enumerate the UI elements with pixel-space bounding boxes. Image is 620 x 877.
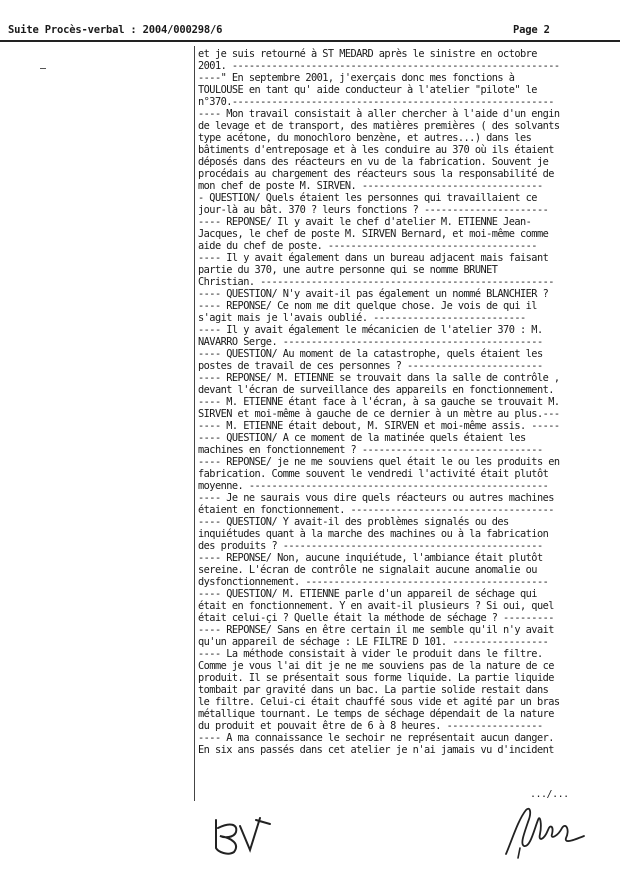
text-line: ---- QUESTION/ Au moment de la catastrophe, quels étaient les	[198, 348, 543, 360]
page-number: Page 2	[513, 24, 550, 36]
text-line: ---- M. ETIENNE étant face à l'écran, à sa gauche se trouvait M.	[198, 396, 560, 408]
text-line: s'agit mais je l'avais oublié. ---------------------------	[198, 312, 526, 324]
text-line: n°370.---------------------------------------------------------	[198, 96, 554, 108]
text-line: ---- Je ne saurais vous dire quels réacteurs ou autres machines	[198, 492, 554, 504]
text-line: bâtiments d'entreposage et à les conduire au 370 où ils étaient	[198, 144, 554, 156]
text-line: Comme je vous l'ai dit je ne me souviens pas de la nature de ce	[198, 660, 554, 672]
text-line: partie du 370, une autre personne qui se nomme BRUNET	[198, 264, 498, 276]
initials-signature	[210, 808, 280, 858]
text-line: métallique tournant. Le temps de séchage dépendait de la nature	[198, 708, 554, 720]
text-line: ---- QUESTION/ M. ETIENNE parle d'un appareil de séchage qui	[198, 588, 537, 600]
document-reference: Suite Procès-verbal : 2004/000298/6	[8, 24, 223, 36]
text-line: des produits ? ----------------------------------------------	[198, 540, 543, 552]
text-line: ---- Il y avait également dans un bureau adjacent mais faisant	[198, 252, 549, 264]
text-line: ---- M. ETIENNE était debout, M. SIRVEN et moi-même assis. -----	[198, 420, 560, 432]
text-line: - QUESTION/ Quels étaient les personnes qui travaillaient ce	[198, 192, 537, 204]
text-line: En six ans passés dans cet atelier je n'ai jamais vu d'incident	[198, 744, 554, 756]
text-line: sereine. L'écran de contrôle ne signalait aucune anomalie ou	[198, 564, 537, 576]
text-line: 2001. ----------------------------------------------------------	[198, 60, 560, 72]
text-line: produit. Il se présentait sous forme liquide. La partie liquide	[198, 672, 554, 684]
text-line: le filtre. Celui-ci était chauffé sous vide et agité par un bras	[198, 696, 560, 708]
text-line: ----" En septembre 2001, j'exerçais donc mes fonctions à	[198, 72, 515, 84]
text-line: tombait par gravité dans un bac. La partie solide restait dans	[198, 684, 549, 696]
text-line: ---- QUESTION/ A ce moment de la matinée quels étaient les	[198, 432, 526, 444]
text-line: inquiétudes quant à la marche des machines ou à la fabrication	[198, 528, 549, 540]
text-line: qu'un appareil de séchage : LE FILTRE D 101. -----------------	[198, 636, 549, 648]
text-line: ---- QUESTION/ Y avait-il des problèmes signalés ou des	[198, 516, 509, 528]
text-line: étaient en fonctionnement. ------------------------------------	[198, 504, 554, 516]
text-line: jour-là au bât. 370 ? leurs fonctions ? ----------------------	[198, 204, 549, 216]
handwritten-signature	[500, 800, 590, 860]
text-line: type acétone, du monochloro benzène, et autres...) dans les	[198, 132, 532, 144]
text-line: ---- REPONSE/ Il y avait le chef d'atelier M. ETIENNE Jean-	[198, 216, 532, 228]
text-line: ---- La méthode consistait à vider le produit dans le filtre.	[198, 648, 543, 660]
text-line: ---- REPONSE/ M. ETIENNE se trouvait dans la salle de contrôle ,	[198, 372, 560, 384]
text-line: dysfonctionnement. -------------------------------------------	[198, 576, 549, 588]
margin-rule	[194, 46, 195, 801]
text-line: ---- QUESTION/ N'y avait-il pas également un nommé BLANCHIER ?	[198, 288, 549, 300]
text-line: était en fonctionnement. Y en avait-il plusieurs ? Si oui, quel	[198, 600, 554, 612]
text-line: devant l'écran de surveillance des appareils en fonctionnement.	[198, 384, 554, 396]
text-line: moyenne. -----------------------------------------------------	[198, 480, 549, 492]
text-line: machines en fonctionnement ? --------------------------------	[198, 444, 543, 456]
text-line: mon chef de poste M. SIRVEN. --------------------------------	[198, 180, 543, 192]
text-line: SIRVEN et moi-même à gauche de ce dernier à un mètre au plus.---	[198, 408, 560, 420]
margin-mark	[40, 68, 46, 69]
text-line: aide du chef de poste. -------------------------------------	[198, 240, 537, 252]
text-line: ---- REPONSE/ je ne me souviens quel était le ou les produits en	[198, 456, 560, 468]
text-line: Jacques, le chef de poste M. SIRVEN Bernard, et moi-même comme	[198, 228, 549, 240]
statement-body	[198, 48, 603, 756]
text-line: fabrication. Comme souvent le vendredi l'activité était plutôt	[198, 468, 549, 480]
text-line: NAVARRO Serge. ----------------------------------------------	[198, 336, 543, 348]
header-rule	[0, 40, 620, 42]
text-line: ---- Il y avait également le mécanicien de l'atelier 370 : M.	[198, 324, 543, 336]
text-line: ---- REPONSE/ Sans en être certain il me semble qu'il n'y avait	[198, 624, 554, 636]
text-line: TOULOUSE en tant qu' aide conducteur à l'atelier "pilote" le	[198, 84, 537, 96]
text-line: était celui-çi ? Quelle était la méthode de séchage ? ---------	[198, 612, 554, 624]
text-line: procédais au chargement des réacteurs sous la responsabilité de	[198, 168, 554, 180]
text-line: ---- Mon travail consistait à aller chercher à l'aide d'un engin	[198, 108, 560, 120]
text-line: du produit et pouvait être de 6 à 8 heures. -----------------	[198, 720, 543, 732]
text-line: ---- REPONSE/ Non, aucune inquiétude, l'ambiance était plutôt	[198, 552, 543, 564]
text-line: ---- REPONSE/ Ce nom me dit quelque chose. Je vois de qui il	[198, 300, 537, 312]
text-line: Christian. ----------------------------------------------------	[198, 276, 554, 288]
text-line: et je suis retourné à ST MEDARD après le sinistre en octobre	[198, 48, 537, 60]
text-line: déposés dans des réacteurs en vu de la fabrication. Souvent je	[198, 156, 549, 168]
text-line: postes de travail de ces personnes ? ------------------------	[198, 360, 543, 372]
text-line: de levage et de transport, des matières premières ( des solvants	[198, 120, 560, 132]
continuation-mark: .../...	[530, 789, 569, 800]
text-line: ---- A ma connaissance le sechoir ne représentait aucun danger.	[198, 732, 554, 744]
